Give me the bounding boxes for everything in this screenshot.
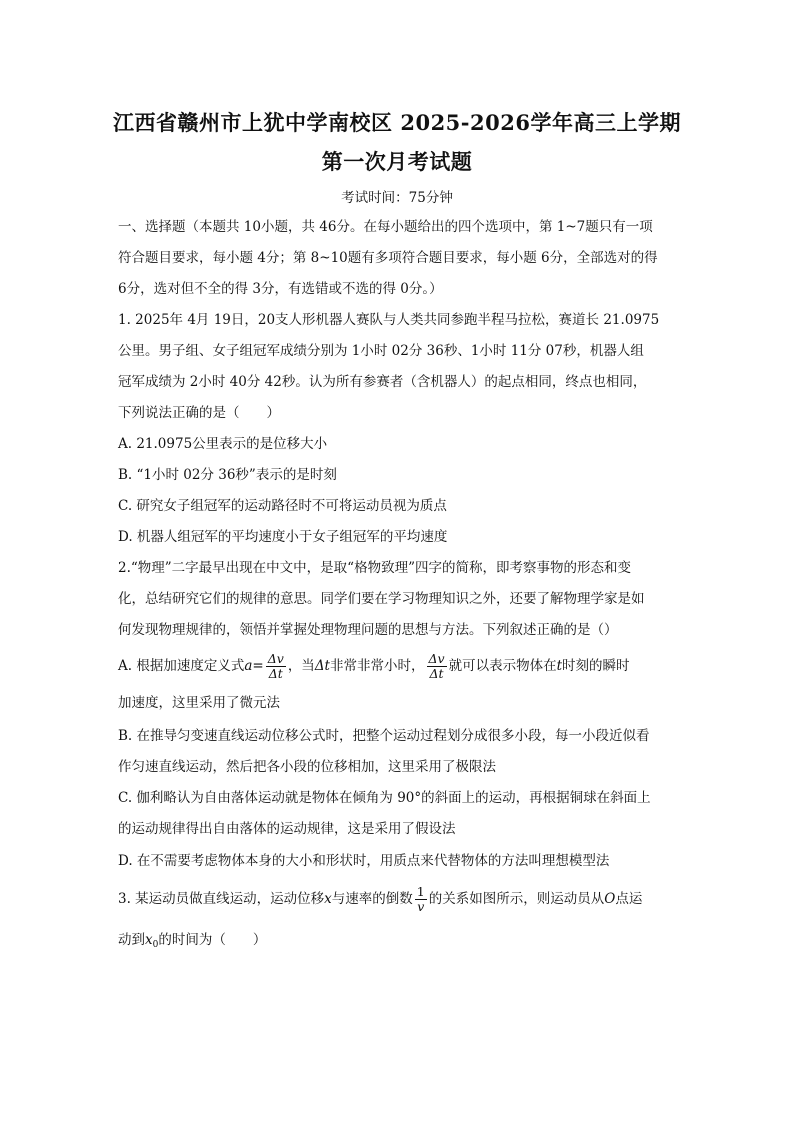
origin-symbol: O <box>604 891 616 907</box>
q3-stem-line2 <box>118 930 688 955</box>
x0-base: x <box>145 932 153 948</box>
fraction-denominator: Δt <box>429 666 444 681</box>
displacement-symbol: x <box>324 891 332 907</box>
dv-dt-fraction-2 <box>427 652 447 681</box>
q2-stem-line1: 2.“物理”二字最早出现在中文中，是取“格物致理”四字的简称，即考察事物的形态和变 <box>118 560 631 576</box>
q2-stem-line3: 何发现物理规律的，领悟并掌握处理物理问题的思想与方法。下列叙述正确的是（） <box>118 622 618 638</box>
fraction-numerator: Δv <box>267 651 284 666</box>
q2-option-a-mid2: 非常非常小时， <box>330 658 425 674</box>
fraction-numerator: Δv <box>428 651 445 666</box>
q3-prefix: 3. 某运动员做直线运动，运动位移 <box>118 891 325 907</box>
fraction-denominator: Δt <box>268 666 283 681</box>
fraction-denominator: v <box>417 899 425 914</box>
q2-option-b-line2: 作匀速直线运动，然后把各小段的位移相加，这里采用了极限法 <box>118 759 496 775</box>
q3-end: 点运 <box>615 891 643 907</box>
q1-option-c: C. 研究女子组冠军的运动路径时不可将运动员视为质点 <box>118 498 447 514</box>
q3-stem-line1 <box>118 882 688 916</box>
equals-sign: = <box>252 658 264 674</box>
q2-option-b-line1: B. 在推导匀变速直线运动位移公式时，把整个运动过程划分成很多小段，每一小段近似看 <box>118 728 650 744</box>
q1-option-b: B. “1小时 02分 36秒”表示的是时刻 <box>118 467 337 483</box>
q1-stem-line4: 下列说法正确的是（ ） <box>118 405 280 421</box>
q2-option-a-prefix: A. 根据加速度定义式 <box>118 658 245 674</box>
q1-stem-line2: 公里。男子组、女子组冠军成绩分别为 1小时 02分 36秒、1小时 11分 07秒，机器人组 <box>118 343 644 359</box>
dv-dt-fraction <box>266 652 286 681</box>
fraction-numerator: 1 <box>416 884 425 899</box>
q2-option-c-line2: 的运动规律得出自由落体的运动规律，这是采用了假设法 <box>118 821 456 837</box>
exam-title-line2: 第一次月考试题 <box>321 149 473 174</box>
x0-subscript: 0 <box>152 940 159 950</box>
accel-symbol: a <box>244 658 253 674</box>
q2-option-a-end: 时刻的瞬时 <box>562 658 630 674</box>
exam-title-line1: 江西省赣州市上犹中学南校区 2025-2026学年高三上学期 <box>113 110 681 135</box>
x0-symbol <box>145 932 158 948</box>
section-instructions-line2: 符合题目要求，每小题 4分；第 8~10题有多项符合题目要求，每小题 6分，全部选对的得 <box>118 250 658 266</box>
q2-option-c-line1: C. 伽利略认为自由落体运动就是物体在倾角为 90°的斜面上的运动，再根据铜球在斜面上 <box>118 790 651 806</box>
q3-line2-post: 的时间为（ ） <box>158 932 267 948</box>
time-symbol: t <box>556 658 563 674</box>
delta-t-symbol: Δt <box>314 658 330 674</box>
q2-option-a-line2: 加速度，这里采用了微元法 <box>118 695 280 711</box>
q2-option-a-post: 就可以表示物体在 <box>448 658 557 674</box>
reciprocal-speed-fraction <box>415 885 427 914</box>
q2-option-d: D. 在不需要考虑物体本身的大小和形状时，用质点来代替物体的方法叫理想模型法 <box>118 853 610 869</box>
q1-stem-line1: 1. 2025年 4月 19日，20支人形机器人赛队与人类共同参跑半程马拉松，赛道长 21.0975 <box>118 312 660 328</box>
q2-option-a-mid: ，当 <box>287 658 315 674</box>
q3-line2-prefix: 动到 <box>118 932 145 948</box>
q1-option-d: D. 机器人组冠军的平均速度小于女子组冠军的平均速度 <box>118 529 448 545</box>
q1-option-a: A. 21.0975公里表示的是位移大小 <box>118 436 328 452</box>
q2-option-a-line1 <box>118 651 688 681</box>
section-instructions-line3: 6分，选对但不全的得 3分，有选错或不选的得 0分。） <box>118 281 443 297</box>
q2-stem-line2: 化，总结研究它们的规律的意思。同学们要在学习物理知识之外，还要了解物理学家是如 <box>118 591 645 607</box>
q1-stem-line3: 冠军成绩为 2小时 40分 42秒。认为所有参赛者（含机器人）的起点相同，终点也相同， <box>118 374 647 390</box>
section-instructions-line1: 一、选择题（本题共 10小题，共 46分。在每小题给出的四个选项中，第 1~7题只有一项 <box>118 219 653 235</box>
q3-post: 的关系如图所示，则运动员从 <box>428 891 605 907</box>
exam-time: 考试时间：75分钟 <box>341 190 453 206</box>
q3-mid: 与速率的倒数 <box>331 891 413 907</box>
